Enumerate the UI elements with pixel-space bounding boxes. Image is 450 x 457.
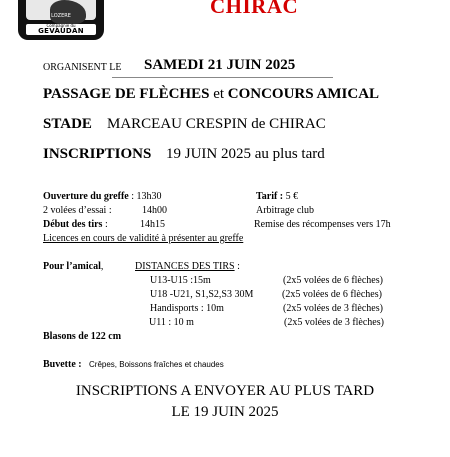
ouverture-value: : 13h30 [128,191,162,202]
distance-cat: U13-U15 :15m [150,275,211,286]
distance-detail: (2x5 volées de 6 flèches) [282,289,382,300]
inscriptions-line [43,146,151,163]
tarif-label: Tarif : [256,191,284,202]
arbitrage-text: Arbitrage club [256,205,315,216]
distance-detail: (2x5 volées de 3 flèches) [283,303,383,314]
organise-label: ORGANISENT LE [43,62,122,73]
wolf-icon [50,0,86,24]
licences-text: Licences en cours de validité à présenter au greffe [43,233,244,244]
debut-label: Début des tirs [43,219,103,230]
distances-colon: : [234,261,240,272]
passage-text: PASSAGE DE FLÈCHES [43,86,210,102]
footer-line-1: INSCRIPTIONS A ENVOYER AU PLUS TARD [75,383,375,399]
ouverture-row [43,191,162,202]
logo-banner [26,24,96,35]
tarif-row [256,191,298,202]
volees-value: 14h00 [142,205,167,216]
remise-text: Remise des récompenses vers 17h [254,219,391,230]
date-underline [112,77,333,78]
logo-small-text: Compagnie du [46,23,76,28]
buvette-value: Crêpes, Boissons fraîches et chaudes [89,360,224,369]
distances-title-row [135,261,240,272]
event-date: SAMEDI 21 JUIN 2025 [144,57,296,73]
buvette-label: Buvette : [43,359,82,370]
et-text: et [213,86,225,102]
distance-cat: Handisports : 10m [150,303,224,314]
debut-row [43,219,108,230]
stade-name: MARCEAU CRESPIN de CHIRAC [107,116,326,132]
inscriptions-date: 19 JUIN 2025 au plus tard [166,146,325,162]
volees-label: 2 volées d’essai : [43,205,112,216]
logo-badge [26,0,96,20]
event-title [43,86,379,103]
distances-title: DISTANCES DES TIRS [135,261,235,272]
debut-colon: : [102,219,108,230]
stade-line [43,116,92,133]
inscriptions-label: INSCRIPTIONS [43,146,152,162]
amical-label: Pour l’amical [43,261,101,272]
distance-detail: (2x5 volées de 3 flèches) [284,317,384,328]
logo-region: LOZERE [51,13,71,19]
concours-text: CONCOURS AMICAL [227,86,380,102]
distance-detail: (2x5 volées de 6 flèches) [283,275,383,286]
distance-cat: U11 : 10 m [149,317,194,328]
tarif-value: 5 € [283,191,299,202]
distance-cat: U18 -U21, S1,S2,S3 30M [150,289,254,300]
page-title-city: CHIRAC [210,0,299,18]
amical-comma: , [100,261,104,272]
ouverture-label: Ouverture du greffe [43,191,129,202]
debut-value: 14h15 [140,219,165,230]
club-logo [18,0,104,40]
blasons-text: Blasons de 122 cm [43,331,122,342]
footer-line-2: LE 19 JUIN 2025 [171,404,279,420]
logo-name: GEVAUDAN [38,27,84,35]
stade-label: STADE [43,116,92,132]
amical-line [43,261,103,272]
